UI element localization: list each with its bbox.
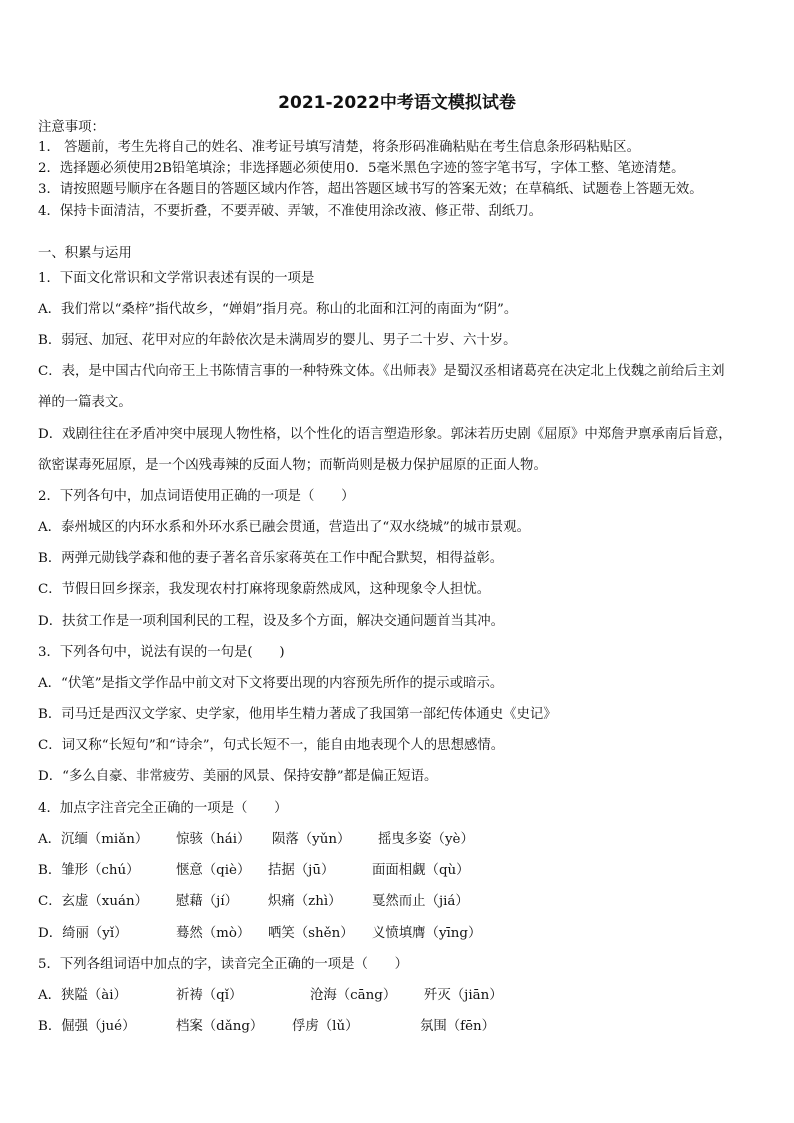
option-c: C．词又称“长短句”和“诗余”，句式长短不一，能自由地表现个人的思想感情。 — [38, 738, 505, 753]
option-item: 惊骇（hái） — [176, 832, 251, 847]
option-d: D．扶贫工作是一项利国利民的工程，设及多个方面，解决交通问题首当其冲。 — [38, 614, 505, 629]
notice-item: 4．保持卡面清洁，不要折叠，不要弄破、弄皱，不准使用涂改液、修正带、刮纸刀。 — [38, 204, 542, 219]
option-item: A．狭隘（ài） — [38, 988, 127, 1003]
option-item: D．绮丽（yǐ） — [38, 926, 128, 941]
option-item: 氛围（fēn） — [420, 1019, 496, 1034]
option-item: 面面相觑（qù） — [372, 863, 470, 878]
notice-heading: 注意事项： — [38, 120, 105, 135]
option-item: 摇曳多姿（yè） — [378, 832, 474, 847]
option-c: C．表，是中国古代向帝王上书陈情言事的一种特殊文体。《出师表》是蜀汉丞相诸葛亮在决定北上伐魏之前给后主刘 — [38, 364, 725, 379]
option-item: B．倔强（jué） — [38, 1019, 136, 1034]
option-item: 俘虏（lǔ） — [292, 1019, 359, 1034]
option-item: 惬意（qiè） — [176, 863, 251, 878]
option-b: B．两弹元勋钱学森和他的妻子著名音乐家蒋英在工作中配合默契，相得益彰。 — [38, 551, 504, 566]
option-item: A．沉缅（miǎn） — [38, 832, 149, 847]
option-d: D．戏剧往往在矛盾冲突中展现人物性格，以个性化的语言塑造形象。郭沫若历史剧《屈原》中郑詹尹禀承南后旨意， — [38, 427, 732, 442]
section-heading: 一、积累与运用 — [38, 246, 132, 261]
option-item: 哂笑（shěn） — [268, 926, 354, 941]
option-a: A．我们常以“桑梓”指代故乡，“婵娟”指月亮。称山的北面和江河的南面为“阴”。 — [38, 302, 518, 317]
question-stem: 1．下面文化常识和文学常识表述有误的一项是 — [38, 271, 315, 286]
option-item: 沧海（cāng） — [310, 988, 397, 1003]
notice-item: 1． 答题前，考生先将自己的姓名、准考证号填写清楚，将条形码准确粘贴在考生信息条形码粘贴区。 — [38, 140, 640, 155]
option-item: 歼灭（jiān） — [424, 988, 503, 1003]
option-a: A．泰州城区的内环水系和外环水系已融会贯通，营造出了“双水绕城”的城市景观。 — [38, 520, 531, 535]
option-c-cont: 禅的一篇表文。 — [38, 395, 132, 410]
option-item: 蓦然（mò） — [176, 926, 251, 941]
question-stem: 5．下列各组词语中加点的字，读音完全正确的一项是（ ） — [38, 957, 409, 972]
question-stem: 3．下列各句中，说法有误的一句是( ) — [38, 645, 285, 660]
option-d: D．“多么自豪、非常疲劳、美丽的风景、保持安静”都是偏正短语。 — [38, 769, 438, 784]
option-c: C．节假日回乡探亲，我发现农村打麻将现象蔚然成风，这种现象令人担忧。 — [38, 582, 491, 597]
notice-item: 2．选择题必须使用2B铅笔填涂；非选择题必须使用0．5毫米黑色字迹的签字笔书写，字体工整、笔迹清楚。 — [38, 161, 685, 176]
notice-item: 3．请按照题号顺序在各题目的答题区域内作答，超出答题区域书写的答案无效；在草稿纸、试题卷上答题无效。 — [38, 182, 703, 197]
page-title: 2021-2022中考语文模拟试卷 — [278, 93, 516, 113]
option-a: A．“伏笔”是指文学作品中前文对下文将要出现的内容预先所作的提示或暗示。 — [38, 676, 504, 691]
option-item: 祈祷（qǐ） — [176, 988, 243, 1003]
option-item: 炽痛（zhì） — [268, 894, 342, 909]
question-stem: 2．下列各句中，加点词语使用正确的一项是（ ） — [38, 489, 355, 504]
option-item: C．玄虚（xuán） — [38, 894, 148, 909]
question-stem: 4．加点字注音完全正确的一项是（ ） — [38, 801, 288, 816]
option-b: B．司马迁是西汉文学家、史学家，他用毕生精力著成了我国第一部纪传体通史《史记》 — [38, 707, 557, 722]
option-item: 档案（dǎng） — [176, 1019, 264, 1034]
option-item: 义愤填膺（yīng） — [372, 926, 482, 941]
option-item: 戛然而止（jiá） — [372, 894, 469, 909]
option-item: 拮据（jū） — [268, 863, 335, 878]
option-b: B．弱冠、加冠、花甲对应的年龄依次是未满周岁的婴儿、男子二十岁、六十岁。 — [38, 333, 517, 348]
option-item: 陨落（yǔn） — [272, 832, 351, 847]
option-item: 慰藉（jí） — [176, 894, 238, 909]
option-item: B．雏形（chú） — [38, 863, 140, 878]
option-d-cont: 欲密谋毒死屈原，是一个凶残毒辣的反面人物；而靳尚则是极力保护屈原的正面人物。 — [38, 458, 547, 473]
